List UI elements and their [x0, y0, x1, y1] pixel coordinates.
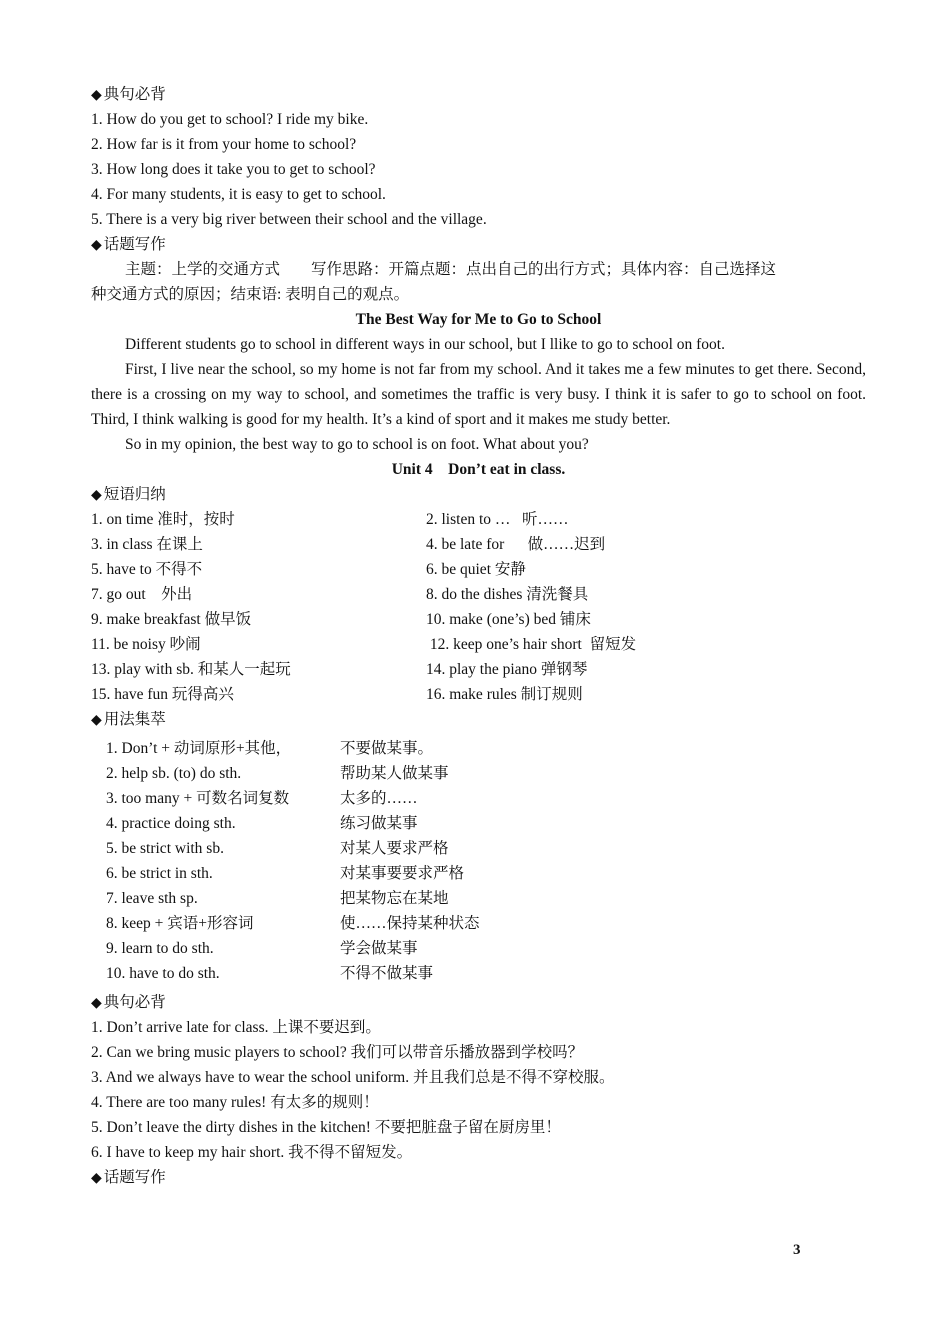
phrase: 7. go out 外出	[91, 586, 193, 603]
usage-row	[106, 811, 866, 836]
unit-title: Unit 4 Don’t eat in class.	[391, 461, 566, 478]
writing-theme-line: 主题：上学的交通方式 写作思路：开篇点题：点出自己的出行方式；具体内容：自己选择这	[125, 261, 777, 278]
phrase-row	[91, 607, 866, 632]
usage-meaning: 对某人要求严格	[340, 840, 449, 857]
sentence: 3. And we always have to wear the school uniform. 并且我们总是不得不穿校服。	[91, 1069, 615, 1086]
sentence: 4. There are too many rules! 有太多的规则！	[91, 1094, 379, 1111]
phrase: 3. in class 在课上	[91, 536, 203, 553]
phrase: 13. play with sb. 和某人一起玩	[91, 661, 291, 678]
phrase: 8. do the dishes 清洗餐具	[426, 586, 589, 603]
section-heading-sentences: ◆ 典句必背	[91, 82, 866, 107]
usage-row	[106, 736, 866, 761]
phrase-table	[91, 507, 866, 707]
usage-meaning: 对某事要要求严格	[340, 865, 465, 882]
essay-paragraph: So in my opinion, the best way to go to school is on foot. What about you?	[125, 436, 589, 453]
usage-pattern: 2. help sb. (to) do sth.	[106, 765, 242, 782]
phrase: 9. make breakfast 做早饭	[91, 611, 252, 628]
page-number: 3	[793, 1242, 801, 1258]
sentence-list	[91, 1015, 866, 1165]
essay-title: The Best Way for Me to Go to School	[355, 311, 602, 328]
usage-row	[106, 836, 866, 861]
usage-pattern: 5. be strict with sb.	[106, 840, 224, 857]
essay-paragraph: Different students go to school in different ways in our school, but I llike to go to school on foot.	[125, 336, 725, 353]
sentence: 4. For many students, it is easy to get to school.	[91, 186, 386, 203]
usage-row	[106, 786, 866, 811]
usage-meaning: 把某物忘在某地	[340, 890, 449, 907]
usage-meaning: 练习做某事	[340, 815, 418, 832]
phrase-row	[91, 632, 866, 657]
phrase-row	[91, 532, 866, 557]
phrase: 11. be noisy 吵闹	[91, 636, 201, 653]
usage-meaning: 太多的……	[340, 790, 418, 807]
section-heading-phrases: ◆ 短语归纳	[91, 482, 866, 507]
usage-row	[106, 886, 866, 911]
usage-pattern: 3. too many + 可数名词复数	[106, 790, 290, 807]
sentence: 5. There is a very big river between their school and the village.	[91, 211, 487, 228]
usage-pattern: 1. Don’t + 动词原形+其他，	[106, 740, 292, 757]
section-heading-usage: ◆ 用法集萃	[91, 707, 866, 732]
writing-theme-line: 种交通方式的原因；结束语: 表明自己的观点。	[91, 286, 410, 303]
phrase: 5. have to 不得不	[91, 561, 203, 578]
usage-table	[106, 736, 866, 986]
usage-pattern: 8. keep + 宾语+形容词	[106, 915, 254, 932]
usage-meaning: 学会做某事	[340, 940, 418, 957]
document-page	[91, 82, 866, 1190]
phrase-row	[91, 582, 866, 607]
sentence: 6. I have to keep my hair short. 我不得不留短发。	[91, 1144, 413, 1161]
sentence: 5. Don’t leave the dirty dishes in the kitchen! 不要把脏盘子留在厨房里！	[91, 1119, 561, 1136]
usage-row	[106, 911, 866, 936]
usage-row	[106, 861, 866, 886]
usage-row	[106, 936, 866, 961]
phrase-row	[91, 682, 866, 707]
phrase: 1. on time 准时，按时	[91, 511, 235, 528]
phrase: 14. play the piano 弹钢琴	[426, 661, 588, 678]
usage-meaning: 不要做某事。	[340, 740, 434, 757]
phrase-row	[91, 557, 866, 582]
usage-row	[106, 761, 866, 786]
phrase: 2. listen to … 听……	[426, 511, 569, 528]
sentence: 3. How long does it take you to get to school?	[91, 161, 376, 178]
phrase-row	[91, 507, 866, 532]
sentence: 1. Don’t arrive late for class. 上课不要迟到。	[91, 1019, 381, 1036]
usage-meaning: 帮助某人做某事	[340, 765, 449, 782]
phrase: 12. keep one’s hair short 留短发	[426, 636, 637, 653]
sentence-list	[91, 107, 866, 232]
sentence: 2. Can we bring music players to school? 我们可以带音乐播放器到学校吗？	[91, 1044, 584, 1061]
usage-pattern: 6. be strict in sth.	[106, 865, 213, 882]
phrase: 6. be quiet 安静	[426, 561, 526, 578]
sentence: 1. How do you get to school? I ride my bike.	[91, 111, 369, 128]
phrase-row	[91, 657, 866, 682]
usage-pattern: 9. learn to do sth.	[106, 940, 214, 957]
usage-pattern: 10. have to do sth.	[106, 965, 220, 982]
section-heading-writing: ◆ 话题写作	[91, 232, 866, 257]
usage-pattern: 4. practice doing sth.	[106, 815, 236, 832]
usage-pattern: 7. leave sth sp.	[106, 890, 198, 907]
phrase: 15. have fun 玩得高兴	[91, 686, 234, 703]
usage-row	[106, 961, 866, 986]
essay-paragraph: First, I live near the school, so my home is not far from my school. And it takes me a few minutes to get there. Second, there is a crossing on my way to school, and sometimes the traffic is very busy. I think it is safer to go to school on foot. Third, I think walking is good for my health. It’s a kind of sport and it makes me study better.	[91, 361, 866, 428]
usage-meaning: 使……保持某种状态	[340, 915, 480, 932]
section-heading-writing: ◆ 话题写作	[91, 1165, 866, 1190]
sentence: 2. How far is it from your home to school?	[91, 136, 357, 153]
phrase: 16. make rules 制订规则	[426, 686, 583, 703]
phrase: 4. be late for 做……迟到	[426, 536, 606, 553]
section-heading-sentences: ◆ 典句必背	[91, 990, 866, 1015]
phrase: 10. make (one’s) bed 铺床	[426, 611, 591, 628]
usage-meaning: 不得不做某事	[340, 965, 434, 982]
